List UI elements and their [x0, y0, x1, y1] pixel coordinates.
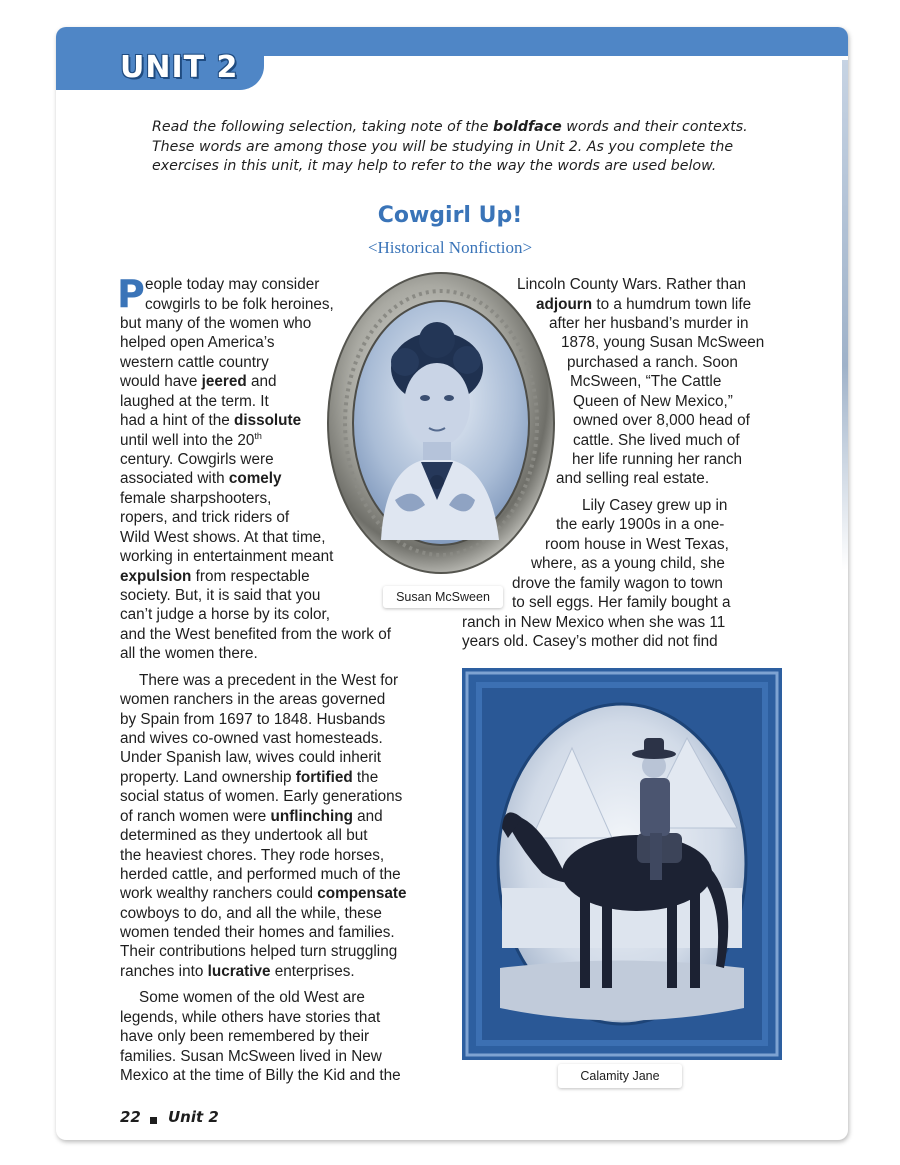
text-line: cattle. She lived much of: [573, 432, 740, 449]
text-line: cowboys to do, and all the while, these: [120, 905, 382, 922]
text-line: legends, while others have stories that: [120, 1009, 381, 1026]
portrait-image: [325, 270, 557, 576]
text-line: after her husband’s murder in: [549, 315, 749, 332]
text-line: Their contributions helped turn struggling: [120, 943, 398, 960]
text-line: laughed at the term. It: [120, 393, 269, 410]
text-line: society. But, it is said that you: [120, 587, 321, 604]
text-line: ropers, and trick riders of: [120, 509, 290, 526]
text-line: women ranchers in the areas governed: [120, 691, 386, 708]
text-line: ranch in New Mexico when she was 11: [462, 614, 726, 631]
portrait-frame: [325, 270, 557, 576]
text-line: can’t judge a horse by its color,: [120, 606, 331, 623]
text-line: property. Land ownership fortified the: [120, 769, 379, 786]
intro-instructions: Read the following selection, taking note of the boldface words and their contexts. These words are among those you will be studying in Unit 2. As you complete the exercises in this unit, it may help to refer to the way the words are used below.: [152, 119, 748, 174]
text-line: Under Spanish law, wives could inherit: [120, 749, 382, 766]
text-line: expulsion from respectable: [120, 568, 310, 585]
text-line: families. Susan McSween lived in New: [120, 1048, 382, 1065]
text-line: determined as they undertook all but: [120, 827, 368, 844]
text-line: McSween, “The Cattle: [570, 373, 722, 390]
text-line: Lily Casey grew up in: [582, 497, 728, 514]
text-line: associated with comely: [120, 470, 282, 487]
text-line: where, as a young child, she: [531, 555, 725, 572]
text-line: Queen of New Mexico,”: [573, 393, 733, 410]
vocab-word: fortified: [295, 769, 353, 786]
footer-unit-label: Unit 2: [168, 1108, 219, 1126]
vocab-word: jeered: [201, 373, 247, 390]
text-line: of ranch women were unflinching and: [120, 808, 383, 825]
text-line: 1878, young Susan McSween: [561, 334, 765, 351]
caption-calamity-jane: Calamity Jane: [558, 1064, 682, 1088]
vocab-word: lucrative: [207, 963, 271, 980]
story-genre: <Historical Nonfiction>: [367, 238, 533, 257]
text-line: purchased a ranch. Soon: [567, 354, 738, 371]
text-line: to sell eggs. Her family bought a: [512, 594, 731, 611]
text-line: have only been remembered by their: [120, 1028, 370, 1045]
text-line: until well into the 20th: [120, 431, 262, 449]
vocab-word: compensate: [317, 885, 407, 902]
unit-title: UNIT 2: [120, 50, 239, 85]
caption-susan-mcsween: Susan McSween: [383, 586, 503, 608]
text-line: cowgirls to be folk heroines,: [145, 296, 334, 313]
text-line: There was a precedent in the West for: [139, 672, 399, 689]
text-line: work wealthy ranchers could compensate: [120, 885, 407, 902]
text-line: helped open America’s: [120, 334, 275, 351]
text-line: the heaviest chores. They rode horses,: [120, 847, 385, 864]
text-line: working in entertainment meant: [120, 548, 334, 565]
text-line: female sharpshooters,: [120, 490, 272, 507]
text-line: room house in West Texas,: [545, 536, 729, 553]
text-line: Mexico at the time of Billy the Kid and the: [120, 1067, 401, 1084]
text-line: century. Cowgirls were: [120, 451, 274, 468]
text-line: by Spain from 1697 to 1848. Husbands: [120, 711, 386, 728]
text-line: eople today may consider: [145, 276, 320, 293]
vocab-word: adjourn: [536, 296, 593, 313]
page-edge-decoration: [842, 60, 848, 570]
text-line: had a hint of the dissolute: [120, 412, 302, 429]
text-line: all the women there.: [120, 645, 258, 662]
text-line: ranches into lucrative enterprises.: [120, 963, 355, 980]
text-line: Wild West shows. At that time,: [120, 529, 326, 546]
text-line: Lincoln County Wars. Rather than: [517, 276, 746, 293]
drop-cap: P: [117, 272, 145, 316]
text-line: and wives co-owned vast homesteads.: [120, 730, 383, 747]
text-line: social status of women. Early generations: [120, 788, 403, 805]
calamity-jane-frame: [462, 668, 782, 1060]
text-line: and the West benefited from the work of: [120, 626, 391, 643]
text-line: western cattle country: [120, 354, 269, 371]
text-line: would have jeered and: [120, 373, 277, 390]
text-line: owned over 8,000 head of: [573, 412, 750, 429]
vocab-word: unflinching: [270, 808, 353, 825]
calamity-jane-image: [462, 668, 782, 1060]
text-line: herded cattle, and performed much of the: [120, 866, 401, 883]
text-line: Some women of the old West are: [139, 989, 365, 1006]
vocab-word: expulsion: [120, 568, 192, 585]
text-line: adjourn to a humdrum town life: [536, 296, 752, 313]
vocab-word: comely: [228, 470, 282, 487]
text-line: but many of the women who: [120, 315, 312, 332]
footer-separator-square: [150, 1117, 157, 1124]
story-title: Cowgirl Up!: [377, 203, 523, 228]
text-line: and selling real estate.: [556, 470, 710, 487]
text-line: the early 1900s in a one-: [556, 516, 725, 533]
text-line: years old. Casey’s mother did not find: [462, 633, 718, 650]
page-number: 22: [120, 1108, 141, 1126]
vocab-word: dissolute: [233, 412, 302, 429]
text-line: women tended their homes and families.: [120, 924, 395, 941]
text-line: drove the family wagon to town: [512, 575, 723, 592]
text-line: her life running her ranch: [572, 451, 743, 468]
boldface-term: boldface: [493, 119, 562, 135]
